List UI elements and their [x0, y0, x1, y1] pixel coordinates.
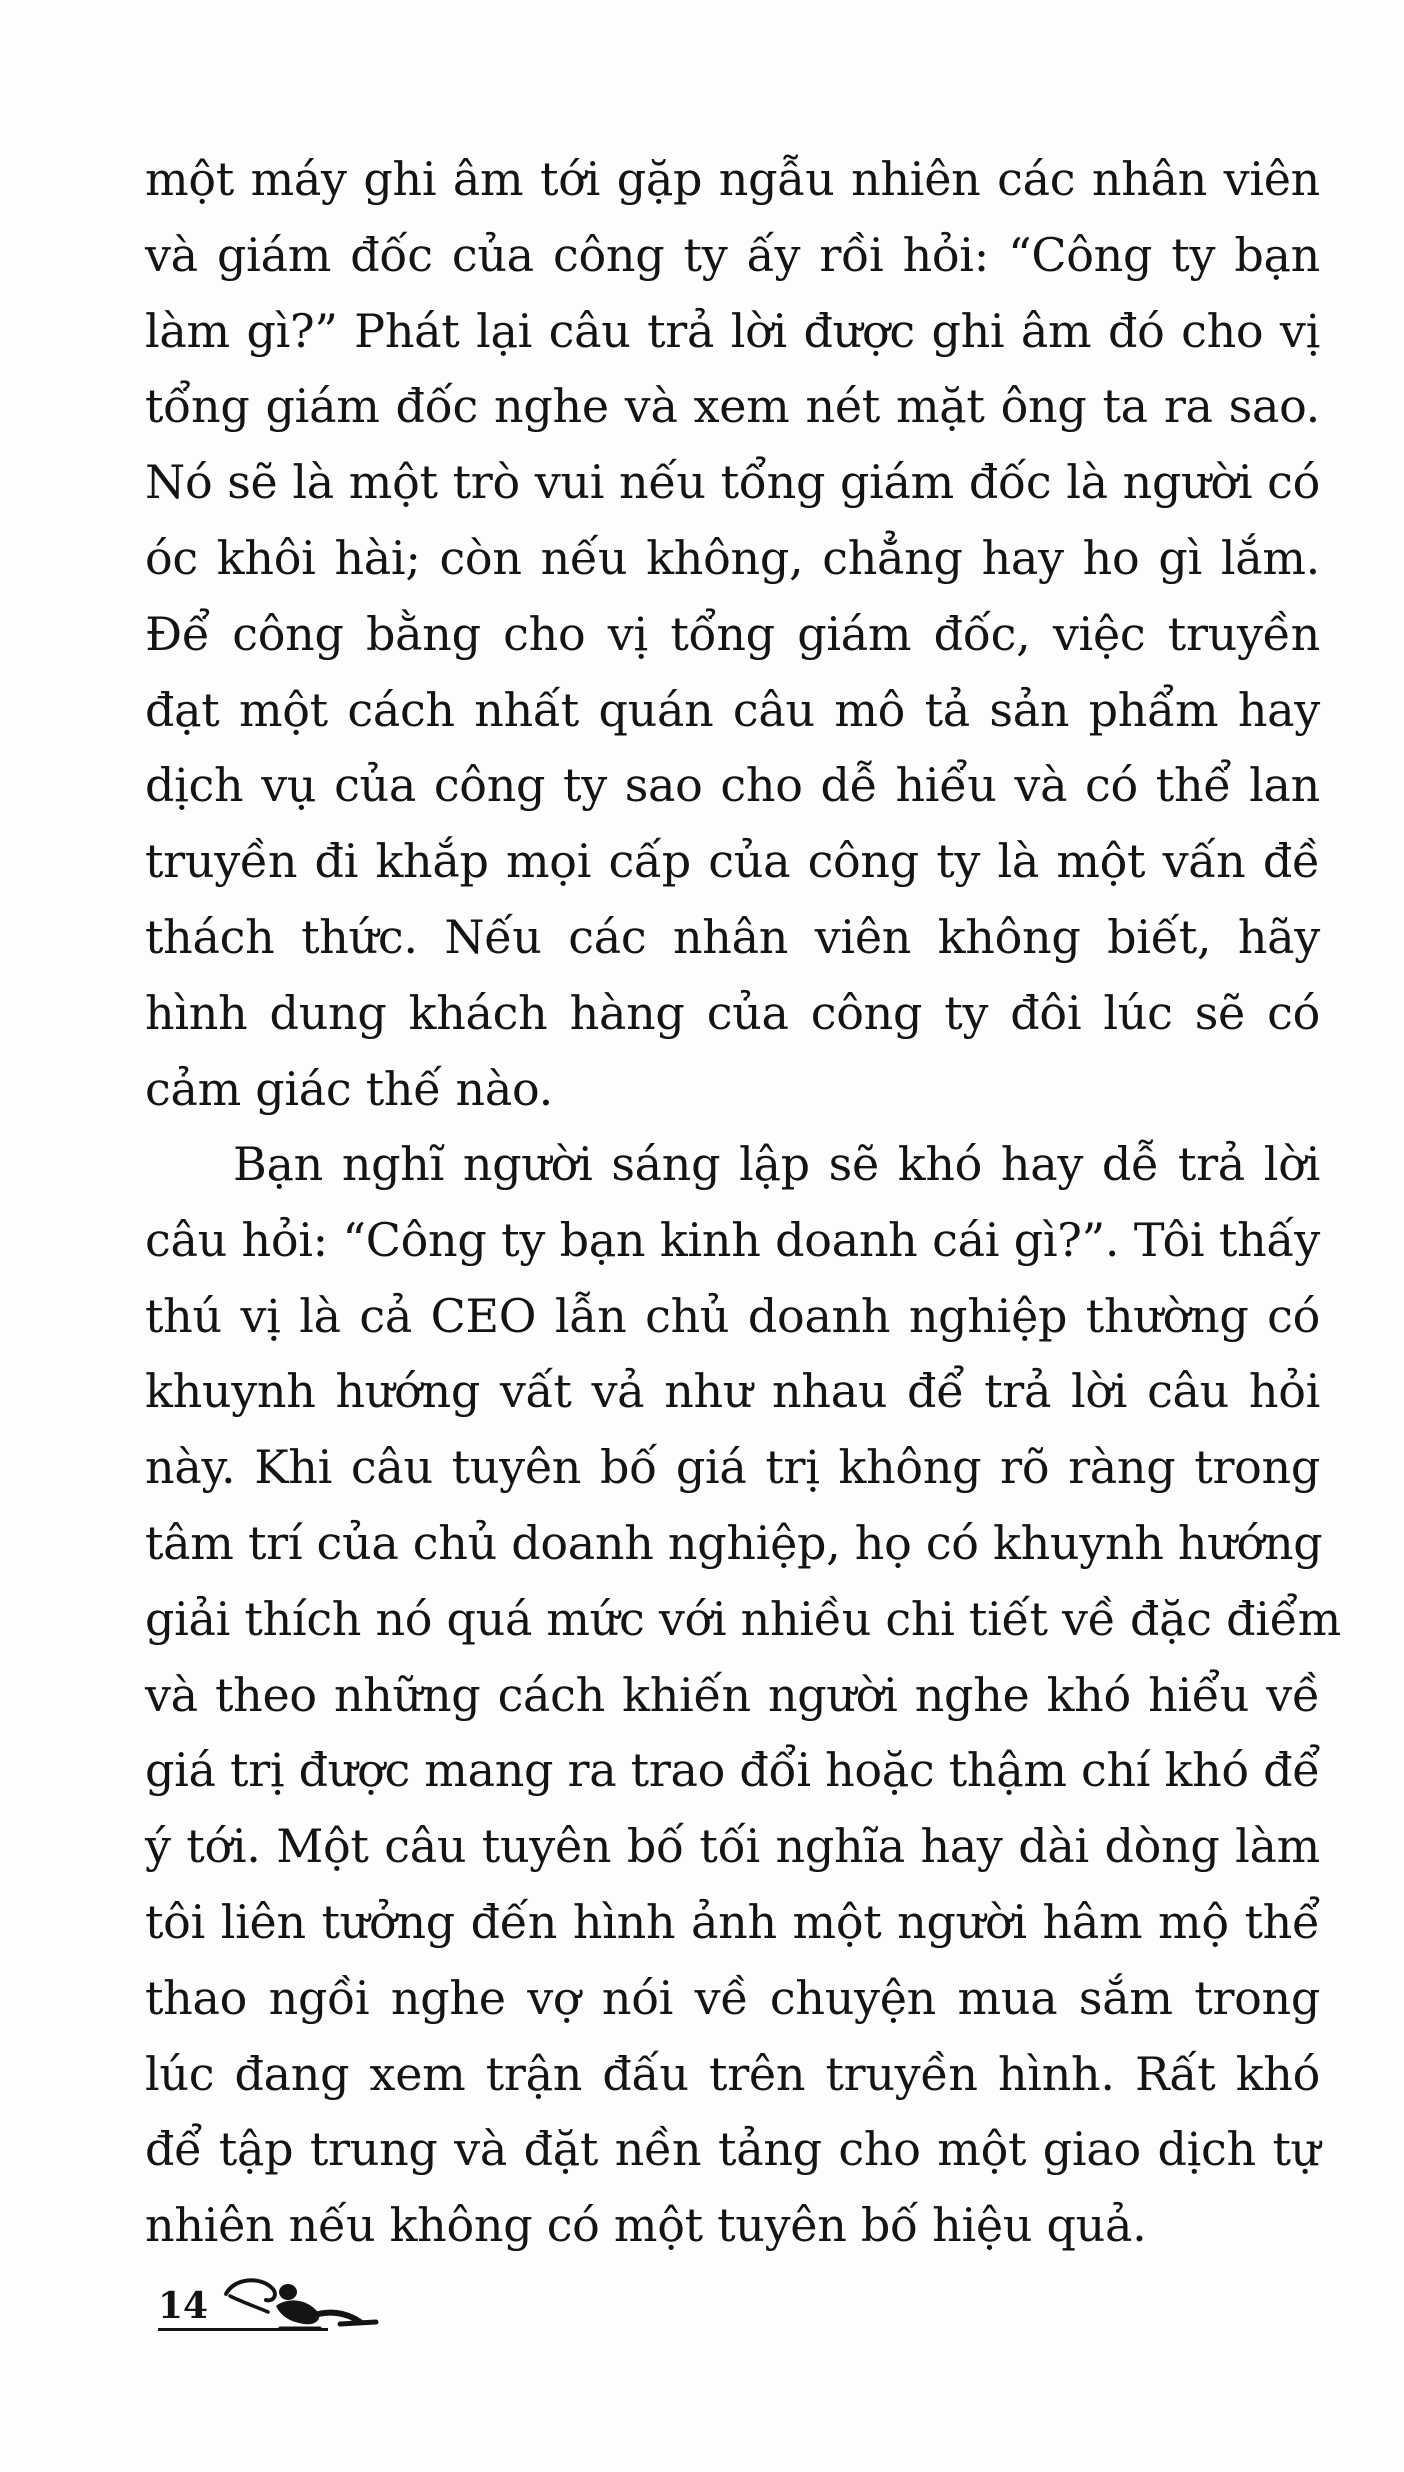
page-footer: [158, 2272, 388, 2342]
paragraph-line: này. Khi câu tuyên bố giá trị không rõ ràng trong: [145, 1440, 1320, 1495]
paragraph-line: ý tới. Một câu tuyên bố tối nghĩa hay dài dòng làm: [145, 1819, 1320, 1874]
paragraph-line: cảm giác thế nào.: [145, 1061, 553, 1116]
paragraph-line: Để công bằng cho vị tổng giám đốc, việc truyền: [145, 606, 1320, 661]
paragraph-line: thú vị là cả CEO lẫn chủ doanh nghiệp thường có: [145, 1288, 1320, 1343]
paragraph-line: lúc đang xem trận đấu trên truyền hình. Rất khó: [145, 2046, 1320, 2101]
paragraph-line: và giám đốc của công ty ấy rồi hỏi: “Công ty bạn: [145, 227, 1320, 282]
paragraph-2: [145, 1127, 1341, 2264]
paragraph-line: thao ngồi nghe vợ nói về chuyện mua sắm trong: [145, 1970, 1320, 2025]
paragraph-line: để tập trung và đặt nền tảng cho một giao dịch tự: [145, 2122, 1320, 2177]
paragraph-line: khuynh hướng vất vả như nhau để trả lời câu hỏi: [145, 1364, 1320, 1419]
paragraph-line: thách thức. Nếu các nhân viên không biết, hãy: [145, 909, 1320, 964]
paragraph-line: đạt một cách nhất quán câu mô tả sản phẩm hay: [145, 682, 1320, 737]
paragraph-line: nhiên nếu không có một tuyên bố hiệu quả.: [145, 2198, 1147, 2253]
paragraph-line: và theo những cách khiến người nghe khó hiểu về: [145, 1667, 1320, 1722]
page-number: 14: [158, 2285, 209, 2327]
reading-figure-icon: [220, 2272, 380, 2336]
paragraph-line: tâm trí của chủ doanh nghiệp, họ có khuynh hướng: [145, 1515, 1323, 1570]
paragraph-line: tôi liên tưởng đến hình ảnh một người hâm mộ thể: [145, 1894, 1320, 1949]
paragraph-line: một máy ghi âm tới gặp ngẫu nhiên các nhân viên: [145, 152, 1320, 206]
paragraph-line: hình dung khách hàng của công ty đôi lúc sẽ có: [145, 985, 1320, 1040]
paragraph-1: [145, 142, 1320, 1127]
paragraph-line: dịch vụ của công ty sao cho dễ hiểu và có thể lan: [145, 758, 1320, 813]
paragraph-line: giá trị được mang ra trao đổi hoặc thậm chí khó để: [145, 1743, 1321, 1798]
paragraph-line: câu hỏi: “Công ty bạn kinh doanh cái gì?”. Tôi thấy: [145, 1212, 1320, 1267]
paragraph-line: giải thích nó quá mức với nhiều chi tiết về đặc điểm: [145, 1591, 1341, 1646]
paragraph-line: óc khôi hài; còn nếu không, chẳng hay ho gì lắm.: [145, 530, 1320, 585]
paragraph-line: Nó sẽ là một trò vui nếu tổng giám đốc là người có: [145, 455, 1320, 510]
paragraph-line: Bạn nghĩ người sáng lập sẽ khó hay dễ trả lời: [233, 1137, 1320, 1191]
paragraph-line: làm gì?” Phát lại câu trả lời được ghi âm đó cho vị: [145, 303, 1320, 358]
paragraph-line: tổng giám đốc nghe và xem nét mặt ông ta ra sao.: [145, 379, 1320, 434]
paragraph-line: truyền đi khắp mọi cấp của công ty là một vấn đề: [145, 834, 1320, 889]
